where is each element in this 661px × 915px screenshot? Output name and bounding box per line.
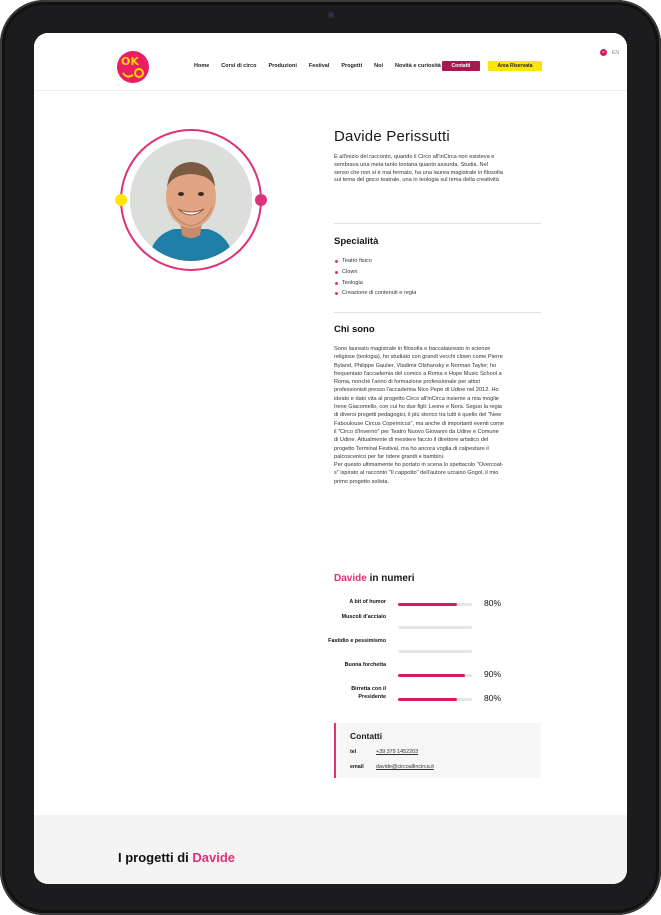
divider: [334, 223, 541, 224]
contact-box: [334, 723, 541, 778]
stat-value: 80%: [484, 693, 502, 703]
stat-bar: [398, 698, 472, 701]
decor-dot-pink: [255, 194, 267, 206]
site-logo[interactable]: [117, 51, 149, 83]
avatar-ring: [120, 129, 262, 271]
logo-mark-icon: [117, 51, 149, 83]
profile-intro: È all'inizio del racconto, quando il Circo all'inCirca non esisteva e sembrava una meta tanto lontana quanto assurda. Studia. Nel senso che non si è mai fermato, ha una laurea magistrale in filosofia sul tema del gioco teatrale, una in teologia sul tema della creatività: [334, 154, 503, 184]
lang-it-label: IT: [602, 50, 605, 54]
stat-bar-fill: [398, 603, 457, 606]
stat-value: 90%: [484, 669, 502, 679]
numbers-title: [334, 573, 542, 584]
avatar: [130, 139, 252, 261]
projects-title-prefix: I progetti di: [118, 850, 193, 865]
lang-en-button[interactable]: EN: [612, 50, 619, 56]
specialita-list: [334, 256, 542, 299]
stat-label: Birretta con il Presidente: [351, 686, 386, 700]
contatti-button[interactable]: Contatti: [442, 61, 480, 71]
nav-noi[interactable]: Noi: [374, 63, 383, 69]
profile-name: Davide Perissutti: [334, 128, 450, 145]
divider: [334, 312, 541, 313]
projects-title: [118, 850, 235, 865]
stat-bar: [398, 650, 472, 653]
nav-novita[interactable]: Novità e curiosità: [395, 63, 441, 69]
bio-paragraph: Sono laureato magistrale in filosofia e baccalaureato in scienze religiose (teologia), ho studiato con grandi vecchi clown come Pierre Byland, Philippe Gaulier, Vladimir Olshansky e Norman Taylor; ho frequentato l'accademia del comico a Roma e Hope Music School a Roma, nonché l'anno di formazione professionale per attori professionisti presso l'accademia Nico Pepe di Udine nel 2012. Ho ideato e dato vita al progetto Circo all'inCirca insieme a mia moglie Irene Giacomello, con cui ho due figli: Leone e Nora. Seguo la regia di diversi progetti pedagogici, il più storico tra tutti è quello del "New Faboulouse Circus Copernicus", ma anche di importanti eventi come il "Circo d'Inverno" per Teatro Nuovo Giovanni da Udine e Comune di Udine. Attualmente di mestiere faccio il direttore artistico del progetto Terminal Festival, ma ho ancora voglia di calpestare il palcoscenico per far ridere grandi e bambini.: [334, 346, 504, 460]
bio-text: [334, 345, 504, 486]
email-label: email: [350, 764, 364, 770]
stat-bar: [398, 626, 472, 629]
nav-home[interactable]: Home: [194, 63, 210, 69]
screen: [34, 33, 627, 884]
list-item: Teologia: [334, 278, 542, 289]
specialita-title: Specialità: [334, 236, 379, 247]
tel-link[interactable]: +39 379 1452203: [376, 749, 419, 755]
contact-title: Contatti: [350, 731, 383, 741]
site-header: [34, 33, 627, 91]
email-link[interactable]: davide@circoallincirca.it: [376, 764, 434, 770]
chi-sono-title: Chi sono: [334, 324, 375, 335]
list-item: Creazione di contenuti e regia: [334, 288, 542, 299]
stat-bar-fill: [398, 674, 465, 677]
stat-bar: [398, 603, 472, 606]
list-item: Teatro fisico: [334, 256, 542, 267]
stat-bar: [398, 674, 472, 677]
tel-label: tel: [350, 749, 357, 755]
camera-icon: [328, 12, 334, 18]
decor-dot-yellow: [115, 194, 127, 206]
projects-title-name: Davide: [192, 850, 236, 865]
list-item: Clown: [334, 267, 542, 278]
stat-value: 80%: [484, 598, 502, 608]
bio-paragraph: Per questo ultimamente ho portato in scena lo spettacolo "Overcoat-s" ispirato al racconto "Il cappotto" dell'autore ucraino Gogol, il mio primo progetto solista.: [334, 462, 504, 485]
stat-label: Buona forchetta: [344, 662, 386, 668]
stat-label: A bit of humor: [349, 599, 386, 605]
logo-text: OK: [121, 55, 139, 68]
nav-corsi[interactable]: Corsi di circo: [221, 63, 257, 69]
nav-festival[interactable]: Festival: [308, 63, 330, 69]
main-nav: [194, 63, 441, 69]
stat-bar-fill: [398, 698, 457, 701]
numbers-title-name: Davide: [334, 573, 367, 584]
stat-label: Muscoli d'acciaio: [341, 614, 386, 620]
nav-progetti[interactable]: Progetti: [341, 63, 363, 69]
numbers-title-rest: in numeri: [366, 573, 415, 584]
person-photo-icon: [130, 139, 252, 261]
nav-produzioni[interactable]: Produzioni: [268, 63, 297, 69]
stat-label: Fastidio e pessimismo: [328, 638, 386, 644]
area-riservata-button[interactable]: Area Riservata: [488, 61, 542, 71]
